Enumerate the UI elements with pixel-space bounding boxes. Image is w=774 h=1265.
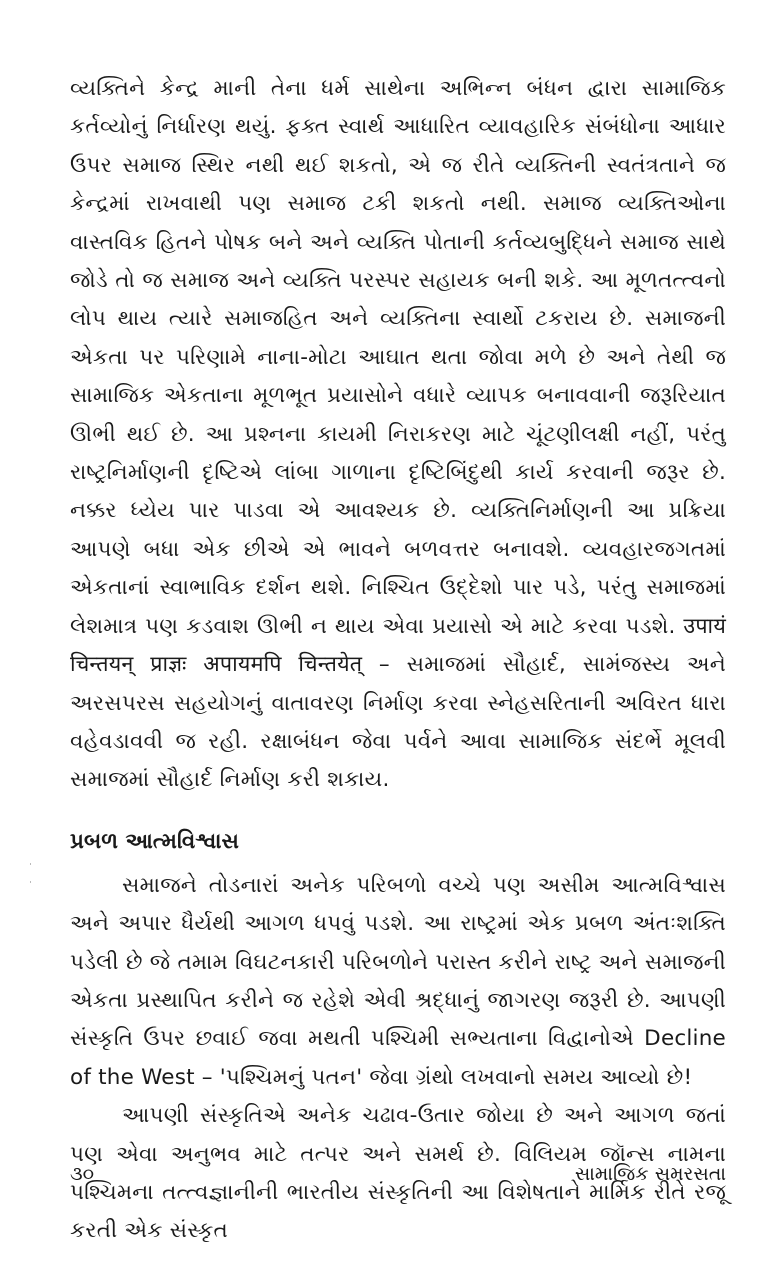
- running-footer-title: સામાજિક સમરસતા: [574, 1163, 726, 1185]
- margin-speck-mark: ˙: [28, 863, 33, 874]
- page-number: ૩૦: [70, 1163, 95, 1185]
- margin-speck-mark: ˙: [28, 881, 33, 892]
- page-footer: [70, 1160, 726, 1188]
- body-paragraph-2: સમાજને તોડનારાં અનેક પરિબળો વચ્ચે પણ અસીમ આત્મવિશ્વાસ અને અપાર ધૈર્યથી આગળ ધપવું પડશે. આ રાષ્ટ્રમાં એક પ્રબળ અંતઃશક્તિ પડેલી છે જે તમામ વિઘટનકારી પરિબળોને પરાસ્ત કરીને રાષ્ટ્ર અને સમાજની એકતા પ્રસ્થાપિત કરીને જ રહેશે એવી શ્રદ્ધાનું જાગરણ જરૂરી છે. આપણી સંસ્કૃતિ ઉપર છવાઈ જવા મથતી પશ્ચિમી સભ્યતાના વિદ્વાનોએ Decline of the West – 'પશ્ચિમનું પતન' જેવા ગ્રંથો લખવાનો સમય આવ્યો છે!: [70, 872, 726, 1090]
- margin-specks: [28, 860, 36, 900]
- body-paragraph-3: આપણી સંસ્કૃતિએ અનેક ચઢાવ-ઉતાર જોયા છે અને આગળ જતાં પણ એવા અનુભવ માટે તત્પર અને સમર્થ છે. વિલિયમ જૉન્સ નામના પશ્ચિમના તત્ત્વજ્ઞાનીની ભારતીય સંસ્કૃતિની આ વિશેષતાને માર્મિક રીતે રજૂ કરતી એક સંસ્કૃત: [70, 1103, 726, 1244]
- section-heading: પ્રબળ આત્મવિશ્વાસ: [70, 828, 239, 854]
- body-paragraph-1: વ્યક્તિને કેન્દ્ર માની તેના ધર્મ સાથેના અભિન્ન બંધન દ્વારા સામાજિક કર્તવ્યોનું નિર્ધારણ થયું. ફક્ત સ્વાર્થ આધારિત વ્યાવહારિક સંબંધોના આધાર ઉપર સમાજ સ્થિર નથી થઈ શકતો, એ જ રીતે વ્યક્તિની સ્વતંત્રતાને જ કેન્દ્રમાં રાખવાથી પણ સમાજ ટકી શકતો નથી. સમાજ વ્યક્તિઓના વાસ્તવિક હિતને પોષક બને અને વ્યક્તિ પોતાની કર્તવ્યબુદ્ધિને સમાજ સાથે જોડે તો જ સમાજ અને વ્યક્તિ પરસ્પર સહાયક બની શકે. આ મૂળતત્ત્વનો લોપ થાય ત્યારે સમાજહિત અને વ્યક્તિના સ્વાર્થો ટકરાય છે. સમાજની એકતા પર પરિણામે નાના-મોટા આઘાત થતા જોવા મળે છે અને તેથી જ સામાજિક એકતાના મૂળભૂત પ્રયાસોને વધારે વ્યાપક બનાવવાની જરૂરિયાત ઊભી થઈ છે. આ પ્રશ્નના કાયમી નિરાકરણ માટે ચૂંટણીલક્ષી નહીં, પરંતુ રાષ્ટ્રનિર્માણની દૃષ્ટિએ લાંબા ગાળાના દૃષ્ટિબિંદુથી કાર્ય કરવાની જરૂર છે. નક્કર ધ્યેય પાર પાડવા એ આવશ્યક છે. વ્યક્તિનિર્માણની આ પ્રક્રિયા આપણે બધા એક છીએ એ ભાવને બળવત્તર બનાવશે. વ્યવહારજગતમાં એકતાનાં સ્વાભાવિક દર્શન થશે. નિશ્ચિત ઉદ્દેશો પાર પડે, પરંતુ સમાજમાં લેશમાત્ર પણ કડવાશ ઊભી ન થાય એવા પ્રયાસો એ માટે કરવા પડશે. उपायं चिन्तयन् प्राज्ञः अपायमपि चिन्तयेत् – સમાજમાં સૌહાર્દ, સામંજસ્ય અને અરસપરસ સહયોગનું વાતાવરણ નિર્માણ કરવા સ્નેહસરિતાની અવિરત ધારા વહેવડાવવી જ રહી. રક્ષાબંધન જેવા પર્વને આવા સામાજિક સંદર્ભે મૂલવી સમાજમાં સૌહાર્દ નિર્માણ કરી શકાય.: [70, 76, 726, 793]
